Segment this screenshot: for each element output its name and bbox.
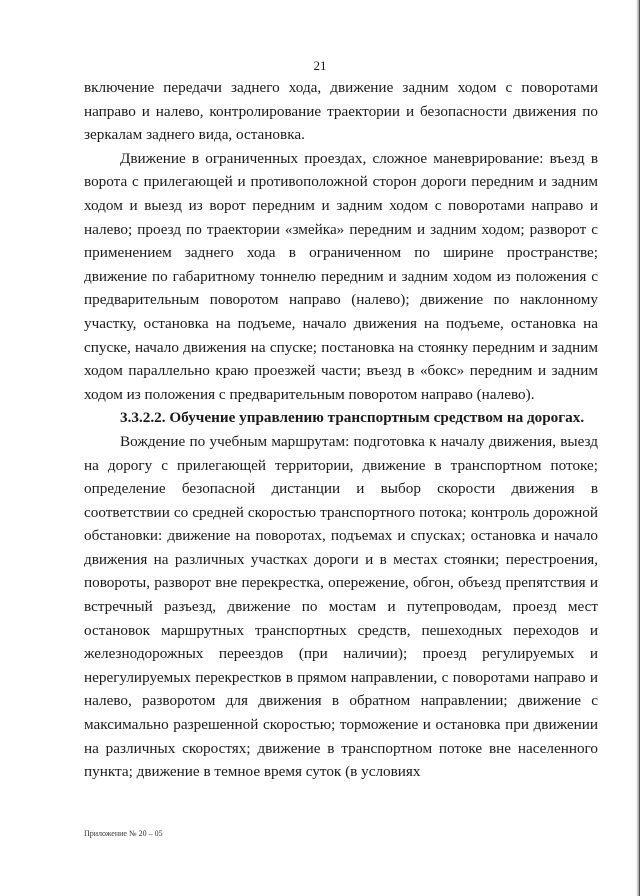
paragraph-maneuvering: Движение в ограниченных проездах, сложное маневрирование: въезд в ворота с прилегающей и противоположной сторон дороги передним и задним ходом и выезд из ворот передним и задним ходом с поворотами направо и налево; проезд по траектории «змейка» передним и задним ходом; разворот с применением заднего хода в ограниченном по ширине пространстве; движение по габаритному тоннелю передним и задним ходом из положения с предварительным поворотом направо (налево); движение по наклонному участку, остановка на подъеме, начало движения на подъеме, остановка на спуске, начало движения на спуске; постановка на стоянку передним и задним ходом параллельно краю проезжей части; въезд в «бокс» передним и задним ходом из положения с предварительным поворотом направо (налево).: [84, 149, 598, 403]
page-number: 21: [313, 58, 327, 73]
paragraph-road-driving: Вождение по учебным маршрутам: подготовка к началу движения, выезд на дорогу с прилегающей территории, движение в транспортном потоке; определение безопасной дистанции и выбор скорости движения в соответствии со средней скоростью транспортного потока; контроль дорожной обстановки: движение на поворотах, подъемах и спусках; остановка и начало движения на различных участках дороги и в местах стоянки; перестроения, повороты, разворот вне перекрестка, опережение, обгон, объезд препятствия и встречный разъезд, движение по мостам и путепроводам, проезд мест остановок маршрутных транспортных средств, пешеходных переходов и железнодорожных переездов (при наличии); проезд регулируемых и нерегулируемых перекрестков в прямом направлении, с поворотами направо и налево, разворотом для движения в обратном направлении; движение с максимально разрешенной скоростью; торможение и остановка при движении на различных скоростях; движение в транспортном потоке вне населенного пункта; движение в темное время суток (в условиях: [84, 432, 598, 781]
paragraph-continuation: включение передачи заднего хода, движение задним ходом с поворотами направо и налево, контролирование траектории и безопасности движения по зеркалам заднего вида, остановка.: [84, 79, 598, 144]
scan-edge-shadow: [636, 0, 640, 896]
document-body: [84, 76, 598, 784]
section-heading: 3.3.2.2. Обучение управлению транспортным средством на дорогах.: [120, 409, 585, 427]
footer-attachment-label: Приложение № 20 – 05: [84, 829, 163, 838]
